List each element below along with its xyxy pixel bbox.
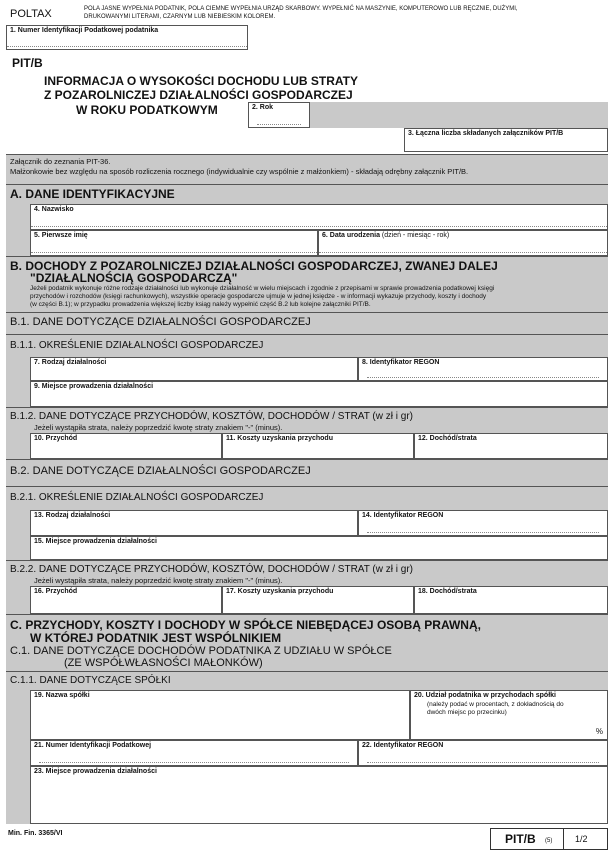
- intro-line-2: Małżonkowie bez względu na sposób rozliczenia rocznego (indywidualnie czy wspólnie z małżonkiem) - składają odrębny załącznik PIT/B.: [10, 167, 469, 176]
- nip-label: 1. Numer Identyfikacji Podatkowej podatnika: [10, 27, 159, 34]
- section-b-title-line-2: "DZIAŁALNOŚCIĄ GOSPODARCZĄ": [30, 271, 238, 285]
- company-regon-label: 22. Identyfikator REGON: [362, 742, 444, 749]
- company-place-field[interactable]: [30, 766, 608, 824]
- form-title-line-1: INFORMACJA O WYSOKOŚCI DOCHODU LUB STRATY: [44, 74, 358, 88]
- c1-title-line-1: C.1. DANE DOTYCZĄCE DOCHODÓW PODATNIKA Z UDZIAŁU W SPÓŁCE: [10, 645, 392, 657]
- activity-place-2-label: 15. Miejsce prowadzenia działalności: [34, 538, 157, 545]
- share-unit: %: [595, 727, 603, 736]
- attachments-count-label: 3. Łączna liczba składanych załączników PIT/B: [408, 130, 564, 137]
- section-a-title: A. DANE IDENTYFIKACYJNE: [10, 187, 175, 201]
- section-b-note-3: (w części B.1); w przypadku prowadzenia większej liczby ksiąg należy wypełnić część B.2 lub kolejne załączniki PIT/B.: [30, 301, 371, 308]
- share-field[interactable]: [410, 690, 608, 740]
- company-nip-label: 21. Numer Identyfikacji Podatkowej: [34, 742, 152, 749]
- attachments-count-field[interactable]: [404, 128, 608, 152]
- footer-page: 1/2: [575, 834, 588, 844]
- section-b-note-1: Jeżeli podatnik wykonuje różne rodzaje działalności lub wykonuje działalność w wielu miejscach i zgodnie z przepisami w sprawie prowadzenia podatkowej księgi: [30, 285, 495, 292]
- revenue-1-field[interactable]: [30, 433, 222, 459]
- b11-title: B.1.1. OKREŚLENIE DZIAŁALNOŚCI GOSPODARCZEJ: [10, 340, 264, 351]
- nip-field[interactable]: [6, 25, 248, 50]
- company-name-label: 19. Nazwa spółki: [34, 692, 90, 699]
- income-1-label: 12. Dochód/strata: [418, 435, 477, 442]
- b12-title: B.1.2. DANE DOTYCZĄCE PRZYCHODÓW, KOSZTÓW, DOCHODÓW / STRAT (w zł i gr): [10, 411, 413, 422]
- year-label: 2. Rok: [252, 104, 274, 111]
- c11-title: C.1.1. DANE DOTYCZĄCE SPÓŁKI: [10, 675, 171, 686]
- footer-version: (5): [545, 838, 553, 844]
- form-title-line-2: Z POZAROLNICZEJ DZIAŁALNOŚCI GOSPODARCZEJ: [44, 88, 353, 102]
- costs-2-field[interactable]: [222, 586, 414, 614]
- instructions-line-2: DRUKOWANYMI LITERAMI, CZARNYM LUB NIEBIESKIM KOLOREM.: [84, 14, 276, 20]
- footer-form-box: [490, 828, 608, 850]
- share-hint-2: dwóch miejsc po przecinku): [427, 709, 507, 716]
- company-name-field[interactable]: [30, 690, 410, 740]
- share-hint-1: (należy podać w procentach, z dokładnością do: [427, 701, 564, 708]
- form-code: PIT/B: [12, 56, 43, 70]
- surname-field[interactable]: [30, 204, 608, 230]
- b22-title: B.2.2. DANE DOTYCZĄCE PRZYCHODÓW, KOSZTÓW, DOCHODÓW / STRAT (w zł i gr): [10, 564, 413, 575]
- revenue-1-label: 10. Przychód: [34, 435, 78, 442]
- activity-place-2-field[interactable]: [30, 536, 608, 560]
- activity-place-1-field[interactable]: [30, 381, 608, 407]
- birth-date-field[interactable]: [318, 230, 608, 256]
- birth-date-label: 6. Data urodzenia (dzień - miesiąc - rok): [322, 232, 450, 239]
- costs-1-label: 11. Koszty uzyskania przychodu: [226, 435, 333, 442]
- share-label: 20. Udział podatnika w przychodach spółki: [414, 692, 556, 699]
- b1-title: B.1. DANE DOTYCZĄCE DZIAŁALNOŚCI GOSPODARCZEJ: [10, 316, 311, 328]
- b22-note: Jeżeli wystąpiła strata, należy poprzedzić kwotę straty znakiem "-" (minus).: [34, 576, 283, 585]
- instructions-line-1: POLA JASNE WYPEŁNIA PODATNIK, POLA CIEMNE WYPEŁNIA URZĄD SKARBOWY. WYPEŁNIĆ NA MASZYNIE, KOMPUTEROWO LUB RĘCZNIE, DUŻYMI,: [84, 6, 518, 12]
- company-nip-field[interactable]: [30, 740, 358, 766]
- regon-1-label: 8. Identyfikator REGON: [362, 359, 440, 366]
- regon-2-field[interactable]: [358, 510, 608, 536]
- section-c-title-line-1: C. PRZYCHODY, KOSZTY I DOCHODY W SPÓŁCE NIEBĘDĄCEJ OSOBĄ PRAWNĄ,: [10, 618, 481, 632]
- activity-place-1-label: 9. Miejsce prowadzenia działalności: [34, 383, 154, 390]
- first-name-label: 5. Pierwsze imię: [34, 232, 88, 239]
- b21-title: B.2.1. OKREŚLENIE DZIAŁALNOŚCI GOSPODARCZEJ: [10, 492, 264, 503]
- brand-label: POLTAX: [10, 8, 52, 20]
- activity-type-1-label: 7. Rodzaj działalności: [34, 359, 107, 366]
- intro-line-1: Załącznik do zeznania PIT-36.: [10, 157, 111, 166]
- income-2-field[interactable]: [414, 586, 608, 614]
- revenue-2-label: 16. Przychód: [34, 588, 78, 595]
- b2-title: B.2. DANE DOTYCZĄCE DZIAŁALNOŚCI GOSPODARCZEJ: [10, 465, 311, 477]
- revenue-2-field[interactable]: [30, 586, 222, 614]
- section-b-note-2: przychodów i rozchodów (księgi rachunkowych), wszystkie operacje gospodarcze ujmuje w jednej księdze - w informacji wykazuje przychody, koszty i dochody: [30, 293, 487, 300]
- activity-type-2-label: 13. Rodzaj działalności: [34, 512, 111, 519]
- activity-type-1-field[interactable]: [30, 357, 358, 381]
- b12-note: Jeżeli wystąpiła strata, należy poprzedzić kwotę straty znakiem "-" (minus).: [34, 423, 283, 432]
- year-field[interactable]: [248, 102, 310, 128]
- income-2-label: 18. Dochód/strata: [418, 588, 477, 595]
- form-title-line-3: W ROKU PODATKOWYM: [76, 103, 218, 117]
- regon-2-label: 14. Identyfikator REGON: [362, 512, 444, 519]
- office-area: [310, 102, 608, 128]
- footer-ref: Min. Fin. 3365/VI: [8, 830, 63, 837]
- company-place-label: 23. Miejsce prowadzenia działalności: [34, 768, 157, 775]
- costs-2-label: 17. Koszty uzyskania przychodu: [226, 588, 334, 595]
- section-b-title-line-1: B. DOCHODY Z POZAROLNICZEJ DZIAŁALNOŚCI GOSPODARCZEJ, ZWANEJ DALEJ: [10, 259, 498, 273]
- regon-1-field[interactable]: [358, 357, 608, 381]
- first-name-field[interactable]: [30, 230, 318, 256]
- costs-1-field[interactable]: [222, 433, 414, 459]
- section-c-title-line-2: W KTÓREJ PODATNIK JEST WSPÓLNIKIEM: [30, 631, 282, 645]
- surname-label: 4. Nazwisko: [34, 206, 74, 213]
- c1-title-line-2: (ZE WSPÓŁWŁASNOŚCI MAŁONKÓW): [64, 657, 263, 669]
- income-1-field[interactable]: [414, 433, 608, 459]
- activity-type-2-field[interactable]: [30, 510, 358, 536]
- footer-form-code: PIT/B: [505, 832, 536, 846]
- company-regon-field[interactable]: [358, 740, 608, 766]
